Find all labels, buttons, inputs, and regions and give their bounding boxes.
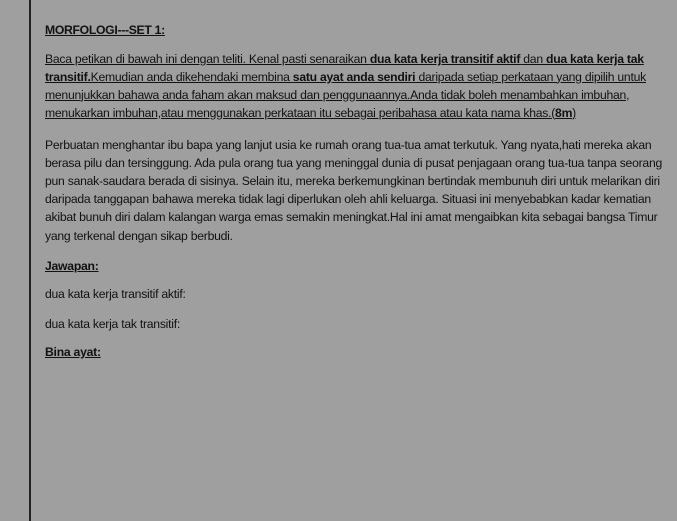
instructions-bold-own-sentence: satu ayat anda sendiri bbox=[292, 69, 416, 84]
page-margin-line bbox=[29, 0, 31, 521]
instructions-bold-intransitive: dua kata kerja tak transitif. bbox=[45, 51, 644, 84]
intransitive-verbs-label: dua kata kerja tak transitif: bbox=[45, 317, 181, 331]
instructions-marks: 8m bbox=[555, 105, 573, 120]
instructions-text-4: daripada setiap perkataan yang dipilih untuk menunjukkan bahawa anda faham akan maksud dan penggunaannya.Anda tidak boleh menambahkan imbuhan, menukarkan imbuhan,atau menggunakan perkataan itu sebagai peribahasa atau kata nama khas.( bbox=[45, 69, 646, 120]
passage-paragraph: Perbuatan menghantar ibu bapa yang lanjut usia ke rumah orang tua-tua amat terkutuk. Yang nyata,hati mereka akan berasa pilu dan tersinggung. Ada pula orang tua yang meninggal dunia di pusat penjagaan orang tua-tua tanpa seorang pun sanak-saudara berada di sisinya. Selain itu, mereka berkemungkinan bertindak membunuh diri untuk melarikan diri daripada tanggapan bahawa mereka tidak lagi diperlukan oleh ahli keluarga. Situasi ini menyebabkan kadar kematian akibat bunuh diri dalam kalangan warga emas semakin meningkat.Hal ini amat mengaibkan kita sebagai bangsa Timur yang terkenal dengan sikap berbudi. bbox=[45, 137, 663, 243]
section-heading: MORFOLOGI---SET 1: bbox=[45, 23, 165, 37]
answer-title: Jawapan: bbox=[45, 258, 99, 273]
instructions-paragraph bbox=[45, 50, 669, 122]
instructions-text-2: dan bbox=[520, 51, 546, 66]
instructions-bold-transitive: dua kata kerja transitif aktif bbox=[369, 51, 521, 66]
document-content bbox=[45, 22, 669, 361]
instructions-text-5: ) bbox=[572, 105, 576, 120]
instructions-text-3: Kemudian anda dikehendaki membina bbox=[90, 69, 293, 84]
transitive-verbs-label: dua kata kerja transitif aktif: bbox=[45, 287, 186, 302]
build-sentence-title: Bina ayat: bbox=[45, 344, 101, 359]
instructions-text-1: Baca petikan di bawah ini dengan teliti. Kenal pasti senaraikan bbox=[45, 51, 370, 66]
